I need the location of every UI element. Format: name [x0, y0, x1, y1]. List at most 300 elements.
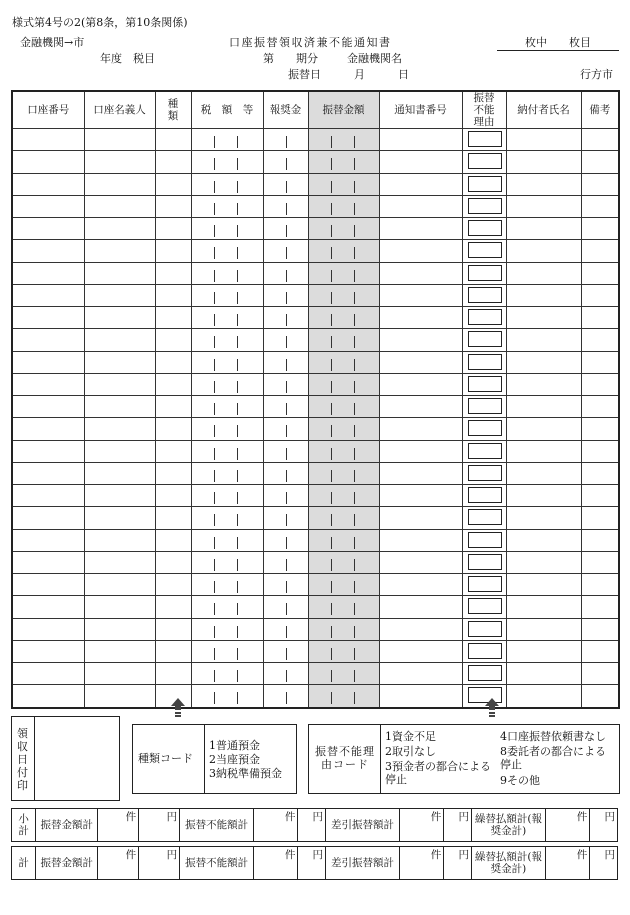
- transfer-amount-cell[interactable]: [308, 618, 379, 640]
- payer-name-cell[interactable]: [506, 218, 581, 240]
- tax-amount-cell[interactable]: [191, 618, 263, 640]
- notice-number-cell[interactable]: [379, 462, 462, 484]
- account-holder-cell[interactable]: [84, 663, 155, 685]
- unable-reason-cell[interactable]: [462, 418, 506, 440]
- reward-cell[interactable]: [263, 640, 308, 662]
- account-holder-cell[interactable]: [84, 218, 155, 240]
- payer-name-cell[interactable]: [506, 663, 581, 685]
- account-number-cell[interactable]: [12, 418, 84, 440]
- account-number-cell[interactable]: [12, 618, 84, 640]
- notice-number-cell[interactable]: [379, 151, 462, 173]
- payer-name-cell[interactable]: [506, 418, 581, 440]
- account-holder-cell[interactable]: [84, 129, 155, 151]
- digit-separator: [214, 514, 215, 526]
- remarks-cell[interactable]: [581, 529, 619, 551]
- remarks-cell[interactable]: [581, 551, 619, 573]
- reason-code-input[interactable]: [468, 465, 502, 481]
- reward-cell[interactable]: [263, 351, 308, 373]
- transfer-amount-cell[interactable]: [308, 195, 379, 217]
- unable-reason-cell[interactable]: [462, 640, 506, 662]
- payer-name-cell[interactable]: [506, 240, 581, 262]
- type-cell[interactable]: [155, 507, 191, 529]
- unable-reason-cell[interactable]: [462, 373, 506, 395]
- reason-code-input[interactable]: [468, 576, 502, 592]
- reward-cell[interactable]: [263, 129, 308, 151]
- account-number-cell[interactable]: [12, 685, 84, 708]
- notice-number-cell[interactable]: [379, 218, 462, 240]
- reason-code-input[interactable]: [468, 176, 502, 192]
- payer-name-cell[interactable]: [506, 462, 581, 484]
- remarks-cell[interactable]: [581, 307, 619, 329]
- remarks-cell[interactable]: [581, 218, 619, 240]
- reason-code-input[interactable]: [468, 443, 502, 459]
- transfer-amount-cell[interactable]: [308, 173, 379, 195]
- type-cell[interactable]: [155, 551, 191, 573]
- tax-amount-cell[interactable]: [191, 129, 263, 151]
- remarks-cell[interactable]: [581, 640, 619, 662]
- type-cell[interactable]: [155, 195, 191, 217]
- account-number-cell[interactable]: [12, 440, 84, 462]
- transfer-date-label: 振替日 月 日: [288, 68, 409, 81]
- payer-name-cell[interactable]: [506, 485, 581, 507]
- digit-separator: [331, 692, 332, 704]
- notice-number-cell[interactable]: [379, 351, 462, 373]
- digit-separator: [286, 492, 287, 504]
- reward-cell[interactable]: [263, 618, 308, 640]
- account-holder-cell[interactable]: [84, 462, 155, 484]
- reason-code-input[interactable]: [468, 376, 502, 392]
- reason-code-4: 4口座振替依頼書なし: [500, 730, 606, 743]
- transfer-amount-cell[interactable]: [308, 507, 379, 529]
- reward-cell[interactable]: [263, 596, 308, 618]
- reward-cell[interactable]: [263, 462, 308, 484]
- reason-code-input[interactable]: [468, 554, 502, 570]
- account-holder-cell[interactable]: [84, 551, 155, 573]
- notice-number-cell[interactable]: [379, 551, 462, 573]
- type-cell[interactable]: [155, 418, 191, 440]
- transfer-amount-cell[interactable]: [308, 551, 379, 573]
- payer-name-cell[interactable]: [506, 507, 581, 529]
- reward-cell[interactable]: [263, 284, 308, 306]
- remarks-cell[interactable]: [581, 373, 619, 395]
- payer-name-cell[interactable]: [506, 618, 581, 640]
- account-holder-cell[interactable]: [84, 284, 155, 306]
- remarks-cell[interactable]: [581, 262, 619, 284]
- type-cell[interactable]: [155, 329, 191, 351]
- notice-number-cell[interactable]: [379, 195, 462, 217]
- tax-amount-cell[interactable]: [191, 485, 263, 507]
- reward-cell[interactable]: [263, 373, 308, 395]
- account-number-cell[interactable]: [12, 396, 84, 418]
- remarks-cell[interactable]: [581, 329, 619, 351]
- notice-number-cell[interactable]: [379, 485, 462, 507]
- payer-name-cell[interactable]: [506, 685, 581, 708]
- payer-name-cell[interactable]: [506, 640, 581, 662]
- reason-code-input[interactable]: [468, 242, 502, 258]
- tax-amount-cell[interactable]: [191, 663, 263, 685]
- account-number-cell[interactable]: [12, 329, 84, 351]
- reason-code-input[interactable]: [468, 153, 502, 169]
- reward-cell[interactable]: [263, 218, 308, 240]
- type-cell[interactable]: [155, 151, 191, 173]
- digit-separator: [354, 403, 355, 415]
- type-cell[interactable]: [155, 373, 191, 395]
- reward-cell[interactable]: [263, 195, 308, 217]
- account-holder-cell[interactable]: [84, 618, 155, 640]
- remarks-cell[interactable]: [581, 485, 619, 507]
- notice-number-cell[interactable]: [379, 418, 462, 440]
- type-cell[interactable]: [155, 529, 191, 551]
- reason-code-input[interactable]: [468, 331, 502, 347]
- payer-name-cell[interactable]: [506, 151, 581, 173]
- remarks-cell[interactable]: [581, 151, 619, 173]
- notice-number-cell[interactable]: [379, 618, 462, 640]
- type-cell[interactable]: [155, 173, 191, 195]
- account-number-cell[interactable]: [12, 129, 84, 151]
- tax-amount-cell[interactable]: [191, 396, 263, 418]
- tax-amount-cell[interactable]: [191, 529, 263, 551]
- notice-number-cell[interactable]: [379, 307, 462, 329]
- unable-reason-cell[interactable]: [462, 574, 506, 596]
- reward-cell[interactable]: [263, 396, 308, 418]
- notice-number-cell[interactable]: [379, 329, 462, 351]
- notice-number-cell[interactable]: [379, 685, 462, 708]
- remarks-cell[interactable]: [581, 462, 619, 484]
- transfer-amount-cell[interactable]: [308, 462, 379, 484]
- payer-name-cell[interactable]: [506, 262, 581, 284]
- tax-amount-cell[interactable]: [191, 640, 263, 662]
- account-holder-cell[interactable]: [84, 440, 155, 462]
- transfer-amount-cell[interactable]: [308, 529, 379, 551]
- account-holder-cell[interactable]: [84, 351, 155, 373]
- notice-number-cell[interactable]: [379, 262, 462, 284]
- account-number-cell[interactable]: [12, 462, 84, 484]
- transfer-amount-cell[interactable]: [308, 307, 379, 329]
- transfer-amount-cell[interactable]: [308, 351, 379, 373]
- notice-number-cell[interactable]: [379, 574, 462, 596]
- payer-name-cell[interactable]: [506, 284, 581, 306]
- payer-name-cell[interactable]: [506, 440, 581, 462]
- type-cell[interactable]: [155, 440, 191, 462]
- reward-cell[interactable]: [263, 151, 308, 173]
- payer-name-cell[interactable]: [506, 195, 581, 217]
- unable-reason-cell[interactable]: [462, 129, 506, 151]
- account-holder-cell[interactable]: [84, 574, 155, 596]
- digit-separator: [286, 359, 287, 371]
- unable-reason-cell[interactable]: [462, 440, 506, 462]
- notice-number-cell[interactable]: [379, 373, 462, 395]
- reason-code-input[interactable]: [468, 487, 502, 503]
- transfer-amount-cell[interactable]: [308, 663, 379, 685]
- payer-name-cell[interactable]: [506, 173, 581, 195]
- tax-amount-cell[interactable]: [191, 151, 263, 173]
- reason-code-input[interactable]: [468, 643, 502, 659]
- reward-cell[interactable]: [263, 262, 308, 284]
- remarks-cell[interactable]: [581, 418, 619, 440]
- notice-number-cell[interactable]: [379, 440, 462, 462]
- digit-separator: [214, 381, 215, 393]
- payer-name-cell[interactable]: [506, 596, 581, 618]
- account-number-cell[interactable]: [12, 173, 84, 195]
- unable-reason-cell[interactable]: [462, 307, 506, 329]
- account-holder-cell[interactable]: [84, 195, 155, 217]
- transfer-amount-cell[interactable]: [308, 440, 379, 462]
- reason-code-input[interactable]: [468, 220, 502, 236]
- reward-cell[interactable]: [263, 485, 308, 507]
- tax-amount-cell[interactable]: [191, 195, 263, 217]
- account-number-cell[interactable]: [12, 574, 84, 596]
- notice-number-cell[interactable]: [379, 640, 462, 662]
- remarks-cell[interactable]: [581, 195, 619, 217]
- account-holder-cell[interactable]: [84, 685, 155, 708]
- account-number-cell[interactable]: [12, 351, 84, 373]
- notice-number-cell[interactable]: [379, 240, 462, 262]
- type-cell[interactable]: [155, 262, 191, 284]
- type-cell[interactable]: [155, 485, 191, 507]
- reward-cell[interactable]: [263, 663, 308, 685]
- payer-name-cell[interactable]: [506, 396, 581, 418]
- unable-reason-cell[interactable]: [462, 663, 506, 685]
- reason-code-input[interactable]: [468, 598, 502, 614]
- tax-amount-cell[interactable]: [191, 262, 263, 284]
- type-cell[interactable]: [155, 284, 191, 306]
- remarks-cell[interactable]: [581, 240, 619, 262]
- remarks-cell[interactable]: [581, 596, 619, 618]
- unable-reason-cell[interactable]: [462, 551, 506, 573]
- account-holder-cell[interactable]: [84, 529, 155, 551]
- payer-name-cell[interactable]: [506, 329, 581, 351]
- table-row: [12, 462, 619, 484]
- tax-amount-cell[interactable]: [191, 373, 263, 395]
- unable-reason-cell[interactable]: [462, 262, 506, 284]
- unable-reason-cell[interactable]: [462, 596, 506, 618]
- account-number-cell[interactable]: [12, 640, 84, 662]
- unable-reason-cell[interactable]: [462, 462, 506, 484]
- account-number-cell[interactable]: [12, 507, 84, 529]
- transfer-amount-cell[interactable]: [308, 485, 379, 507]
- tax-amount-cell[interactable]: [191, 574, 263, 596]
- notice-number-cell[interactable]: [379, 507, 462, 529]
- unable-reason-cell[interactable]: [462, 195, 506, 217]
- reward-cell[interactable]: [263, 507, 308, 529]
- reason-code-input[interactable]: [468, 354, 502, 370]
- payer-name-cell[interactable]: [506, 129, 581, 151]
- payer-name-cell[interactable]: [506, 351, 581, 373]
- payer-name-cell[interactable]: [506, 307, 581, 329]
- account-holder-cell[interactable]: [84, 262, 155, 284]
- tax-amount-cell[interactable]: [191, 173, 263, 195]
- reward-cell[interactable]: [263, 685, 308, 708]
- unable-reason-cell[interactable]: [462, 685, 506, 708]
- remarks-cell[interactable]: [581, 396, 619, 418]
- remarks-cell[interactable]: [581, 173, 619, 195]
- account-holder-cell[interactable]: [84, 485, 155, 507]
- transfer-amount-cell[interactable]: [308, 640, 379, 662]
- remarks-cell[interactable]: [581, 507, 619, 529]
- transfer-amount-cell[interactable]: [308, 329, 379, 351]
- account-holder-cell[interactable]: [84, 507, 155, 529]
- notice-number-cell[interactable]: [379, 396, 462, 418]
- account-holder-cell[interactable]: [84, 418, 155, 440]
- type-cell[interactable]: [155, 596, 191, 618]
- type-cell[interactable]: [155, 574, 191, 596]
- tax-amount-cell[interactable]: [191, 284, 263, 306]
- account-holder-cell[interactable]: [84, 373, 155, 395]
- type-cell[interactable]: [155, 240, 191, 262]
- tax-amount-cell[interactable]: [191, 462, 263, 484]
- unable-reason-cell[interactable]: [462, 351, 506, 373]
- transfer-amount-cell[interactable]: [308, 284, 379, 306]
- tax-amount-cell[interactable]: [191, 507, 263, 529]
- reward-cell[interactable]: [263, 418, 308, 440]
- notice-number-cell[interactable]: [379, 129, 462, 151]
- account-number-cell[interactable]: [12, 663, 84, 685]
- account-number-cell[interactable]: [12, 596, 84, 618]
- reward-cell[interactable]: [263, 551, 308, 573]
- reason-code-input[interactable]: [468, 509, 502, 525]
- account-holder-cell[interactable]: [84, 240, 155, 262]
- account-number-cell[interactable]: [12, 485, 84, 507]
- account-number-cell[interactable]: [12, 529, 84, 551]
- account-holder-cell[interactable]: [84, 640, 155, 662]
- arrow-up-icon: [171, 698, 185, 718]
- account-number-cell[interactable]: [12, 262, 84, 284]
- account-holder-cell[interactable]: [84, 151, 155, 173]
- notice-number-cell[interactable]: [379, 529, 462, 551]
- type-cell[interactable]: [155, 462, 191, 484]
- account-holder-cell[interactable]: [84, 396, 155, 418]
- reward-cell[interactable]: [263, 173, 308, 195]
- account-number-cell[interactable]: [12, 307, 84, 329]
- remarks-cell[interactable]: [581, 574, 619, 596]
- unable-reason-cell[interactable]: [462, 507, 506, 529]
- type-code-3: 3納税準備預金: [209, 767, 282, 780]
- payer-name-cell[interactable]: [506, 529, 581, 551]
- tax-amount-cell[interactable]: [191, 240, 263, 262]
- reward-cell[interactable]: [263, 574, 308, 596]
- reward-cell[interactable]: [263, 529, 308, 551]
- notice-number-cell[interactable]: [379, 663, 462, 685]
- type-cell[interactable]: [155, 218, 191, 240]
- unable-reason-cell[interactable]: [462, 173, 506, 195]
- transfer-amount-cell[interactable]: [308, 418, 379, 440]
- remarks-cell[interactable]: [581, 618, 619, 640]
- reward-cell[interactable]: [263, 240, 308, 262]
- reason-code-input[interactable]: [468, 532, 502, 548]
- account-number-cell[interactable]: [12, 284, 84, 306]
- unable-reason-cell[interactable]: [462, 618, 506, 640]
- transfer-amount-cell[interactable]: [308, 151, 379, 173]
- transfer-amount-cell[interactable]: [308, 373, 379, 395]
- unable-reason-cell[interactable]: [462, 396, 506, 418]
- remarks-cell[interactable]: [581, 440, 619, 462]
- reward-cell[interactable]: [263, 329, 308, 351]
- notice-number-cell[interactable]: [379, 596, 462, 618]
- account-number-cell[interactable]: [12, 373, 84, 395]
- digit-separator: [237, 626, 238, 638]
- account-number-cell[interactable]: [12, 151, 84, 173]
- reason-code-input[interactable]: [468, 420, 502, 436]
- type-cell[interactable]: [155, 618, 191, 640]
- unable-reason-cell[interactable]: [462, 485, 506, 507]
- notice-number-cell[interactable]: [379, 284, 462, 306]
- transfer-amount-cell[interactable]: [308, 262, 379, 284]
- type-cell[interactable]: [155, 351, 191, 373]
- notice-number-cell[interactable]: [379, 173, 462, 195]
- transfer-amount-cell[interactable]: [308, 685, 379, 708]
- type-cell[interactable]: [155, 129, 191, 151]
- tax-amount-cell[interactable]: [191, 351, 263, 373]
- transfer-amount-cell[interactable]: [308, 218, 379, 240]
- account-number-cell[interactable]: [12, 551, 84, 573]
- reason-code-input[interactable]: [468, 398, 502, 414]
- transfer-amount-cell[interactable]: [308, 129, 379, 151]
- direction-label: 金融機関→市: [20, 36, 85, 49]
- payer-name-cell[interactable]: [506, 551, 581, 573]
- type-cell[interactable]: [155, 396, 191, 418]
- unable-reason-cell[interactable]: [462, 529, 506, 551]
- remarks-cell[interactable]: [581, 284, 619, 306]
- reason-code-input[interactable]: [468, 665, 502, 681]
- reason-code-input[interactable]: [468, 265, 502, 281]
- unable-reason-cell[interactable]: [462, 329, 506, 351]
- table-row: [12, 329, 619, 351]
- account-number-cell[interactable]: [12, 240, 84, 262]
- reason-code-input[interactable]: [468, 621, 502, 637]
- tax-amount-cell[interactable]: [191, 218, 263, 240]
- unable-reason-cell[interactable]: [462, 240, 506, 262]
- account-holder-cell[interactable]: [84, 173, 155, 195]
- tax-amount-cell[interactable]: [191, 329, 263, 351]
- tax-amount-cell[interactable]: [191, 440, 263, 462]
- unable-reason-cell[interactable]: [462, 218, 506, 240]
- subtotal-carry-label: 繰替払額計(報奨金計): [471, 809, 545, 842]
- transfer-amount-cell[interactable]: [308, 396, 379, 418]
- account-number-cell[interactable]: [12, 218, 84, 240]
- reason-code-input[interactable]: [468, 198, 502, 214]
- type-cell[interactable]: [155, 307, 191, 329]
- tax-amount-cell[interactable]: [191, 551, 263, 573]
- account-holder-cell[interactable]: [84, 596, 155, 618]
- digit-separator: [237, 292, 238, 304]
- transfer-amount-cell[interactable]: [308, 240, 379, 262]
- account-holder-cell[interactable]: [84, 307, 155, 329]
- remarks-cell[interactable]: [581, 351, 619, 373]
- remarks-cell[interactable]: [581, 685, 619, 708]
- transfer-amount-cell[interactable]: [308, 596, 379, 618]
- transfer-amount-cell[interactable]: [308, 574, 379, 596]
- remarks-cell[interactable]: [581, 663, 619, 685]
- type-cell[interactable]: [155, 663, 191, 685]
- unable-reason-cell[interactable]: [462, 151, 506, 173]
- unable-reason-cell[interactable]: [462, 284, 506, 306]
- account-holder-cell[interactable]: [84, 329, 155, 351]
- tax-amount-cell[interactable]: [191, 418, 263, 440]
- type-cell[interactable]: [155, 640, 191, 662]
- reason-code-input[interactable]: [468, 131, 502, 147]
- reward-cell[interactable]: [263, 440, 308, 462]
- reason-code-input[interactable]: [468, 309, 502, 325]
- tax-amount-cell[interactable]: [191, 596, 263, 618]
- reason-code-input[interactable]: [468, 287, 502, 303]
- reward-cell[interactable]: [263, 307, 308, 329]
- payer-name-cell[interactable]: [506, 574, 581, 596]
- account-number-cell[interactable]: [12, 195, 84, 217]
- remarks-cell[interactable]: [581, 129, 619, 151]
- tax-amount-cell[interactable]: [191, 685, 263, 708]
- tax-amount-cell[interactable]: [191, 307, 263, 329]
- payer-name-cell[interactable]: [506, 373, 581, 395]
